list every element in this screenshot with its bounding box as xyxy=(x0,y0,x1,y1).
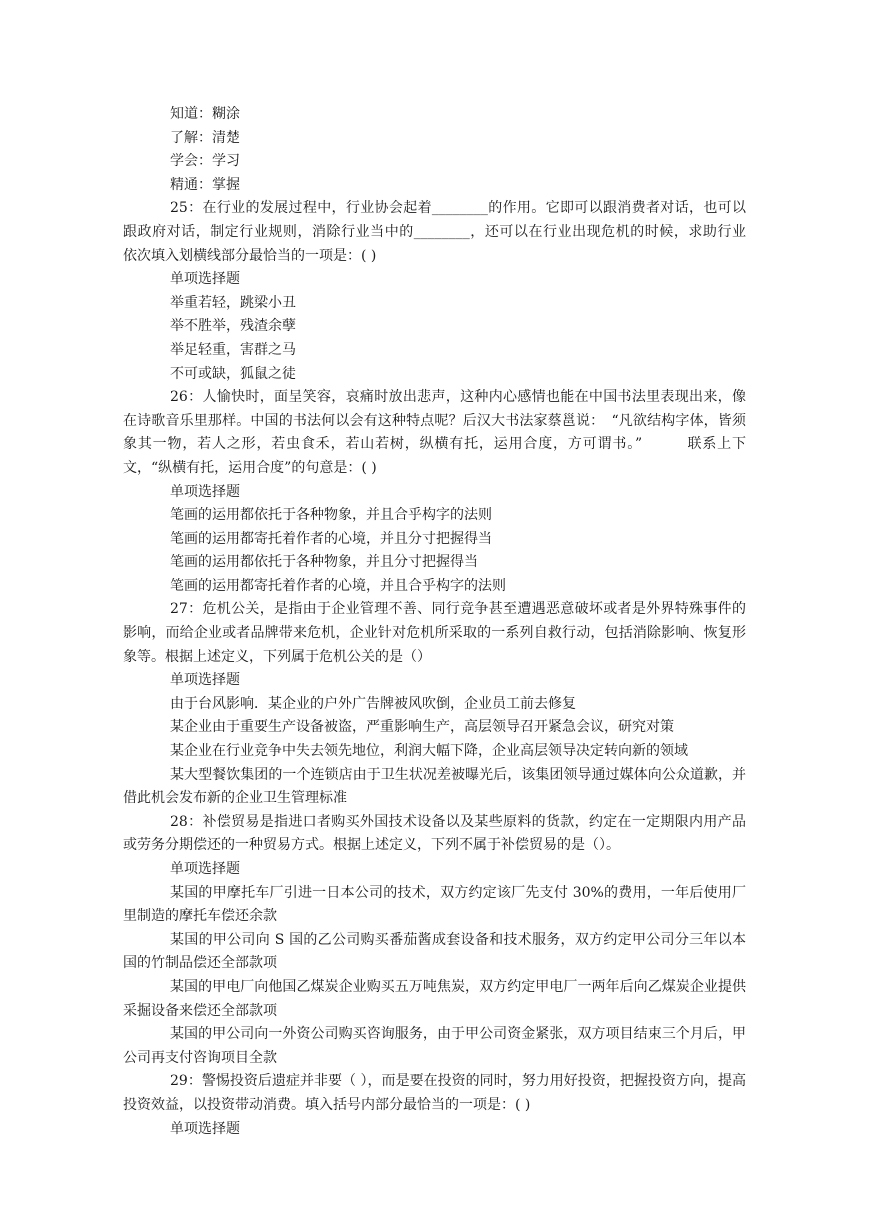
question-25: 25：在行业的发展过程中，行业协会起着________的作用。它即可以跟消费者对话，也可以跟政府对话，制定行业规则，消除行业当中的________，还可以在行业出现危机的时候，求助行业 依次填入划横线部分最恰当的一项是：( ) xyxy=(123,200,774,264)
option-line: 笔画的运用都寄托着作者的心境，并且合乎构字的法则 xyxy=(170,577,506,594)
option-line: 学会：学习 xyxy=(170,153,240,170)
option-line: 某国的甲公司向 S 国的乙公司购买番茄酱成套设备和技术服务，双方约定甲公司分三年以本国的竹制品偿还全部款项 xyxy=(123,931,746,972)
option-line: 知道：糊涂 xyxy=(170,106,240,122)
question-26: 26：人愉快时，面呈笑容，哀痛时放出悲声，这种内心感情也能在中国书法里表现出来，像在诗歌音乐里那样。中国的书法何以会有这种特点呢？后汉大书法家蔡邕说： “凡欲结构字体，皆须象其一物，若人之形，若虫食禾，若山若树，纵横有托，运用合度，方可谓书。” 联系上下文，“纵横有托，运用合度”的句意是：( ) xyxy=(123,389,746,476)
option-line: 精通：掌握 xyxy=(170,176,240,193)
question-type: 单项选择题 xyxy=(170,861,240,877)
question-type: 单项选择题 xyxy=(170,1120,240,1137)
question-29: 29：警惕投资后遗症并非要（ ），而是要在投资的同时，努力用好投资，把握投资方向，提高投资效益，以投资带动消费。填入括号内部分最恰当的一项是：( ) xyxy=(123,1073,746,1113)
option-line: 举足轻重，害群之马 xyxy=(170,341,296,358)
option-line: 某国的甲电厂向他国乙煤炭企业购买五万吨焦炭，双方约定甲电厂一两年后向乙煤炭企业提供采掘设备来偿还全部款项 xyxy=(123,978,746,1019)
option-line: 笔画的运用都寄托着作者的心境，并且分寸把握得当 xyxy=(170,530,492,547)
option-line: 某国的甲公司向一外资公司购买咨询服务，由于甲公司资金紧张，双方项目结束三个月后，甲公司再支付咨询项目全款 xyxy=(123,1026,746,1066)
option-line: 某国的甲摩托车厂引进一日本公司的技术，双方约定该厂先支付 30%的费用，一年后使用厂里制造的摩托车偿还余款 xyxy=(123,884,746,925)
question-type: 单项选择题 xyxy=(170,271,240,288)
option-line: 举重若轻，跳梁小丑 xyxy=(170,294,296,311)
option-line: 笔画的运用都依托于各种物象，并且合乎构字的法则 xyxy=(170,507,492,524)
question-type: 单项选择题 xyxy=(170,483,240,500)
question-28: 28：补偿贸易是指进口者购买外国技术设备以及某些原料的货款，约定在一定期限内用产品或劳务分期偿还的一种贸易方式。根据上述定义，下列不属于补偿贸易的是（）。 xyxy=(123,813,746,854)
option-line: 由于台风影响．某企业的户外广告牌被风吹倒，企业员工前去修复 xyxy=(170,695,576,712)
question-type: 单项选择题 xyxy=(170,672,240,689)
option-line: 举不胜举，残渣余孽 xyxy=(170,318,296,335)
option-line: 了解：清楚 xyxy=(170,129,240,146)
question-27: 27：危机公关，是指由于企业管理不善、同行竞争甚至遭遇恶意破坏或者是外界特殊事件的影响，而给企业或者品牌带来危机，企业针对危机所采取的一系列自救行动，包括消除影响、恢复形象等。根据上述定义，下列属于危机公关的是（） xyxy=(123,601,746,665)
option-line: 笔画的运用都依托于各种物象，并且分寸把握得当 xyxy=(170,554,478,571)
option-line: 不可或缺，狐鼠之徒 xyxy=(170,365,296,382)
option-line: 某企业由于重要生产设备被盗，严重影响生产，高层领导召开紧急会议，研究对策 xyxy=(170,719,674,736)
option-line: 某大型餐饮集团的一个连锁店由于卫生状况差被曝光后，该集团领导通过媒体向公众道歉，并借此机会发布新的企业卫生管理标准 xyxy=(123,766,746,807)
option-line: 某企业在行业竞争中失去领先地位，利润大幅下降，企业高层领导决定转向新的领域 xyxy=(170,743,688,760)
